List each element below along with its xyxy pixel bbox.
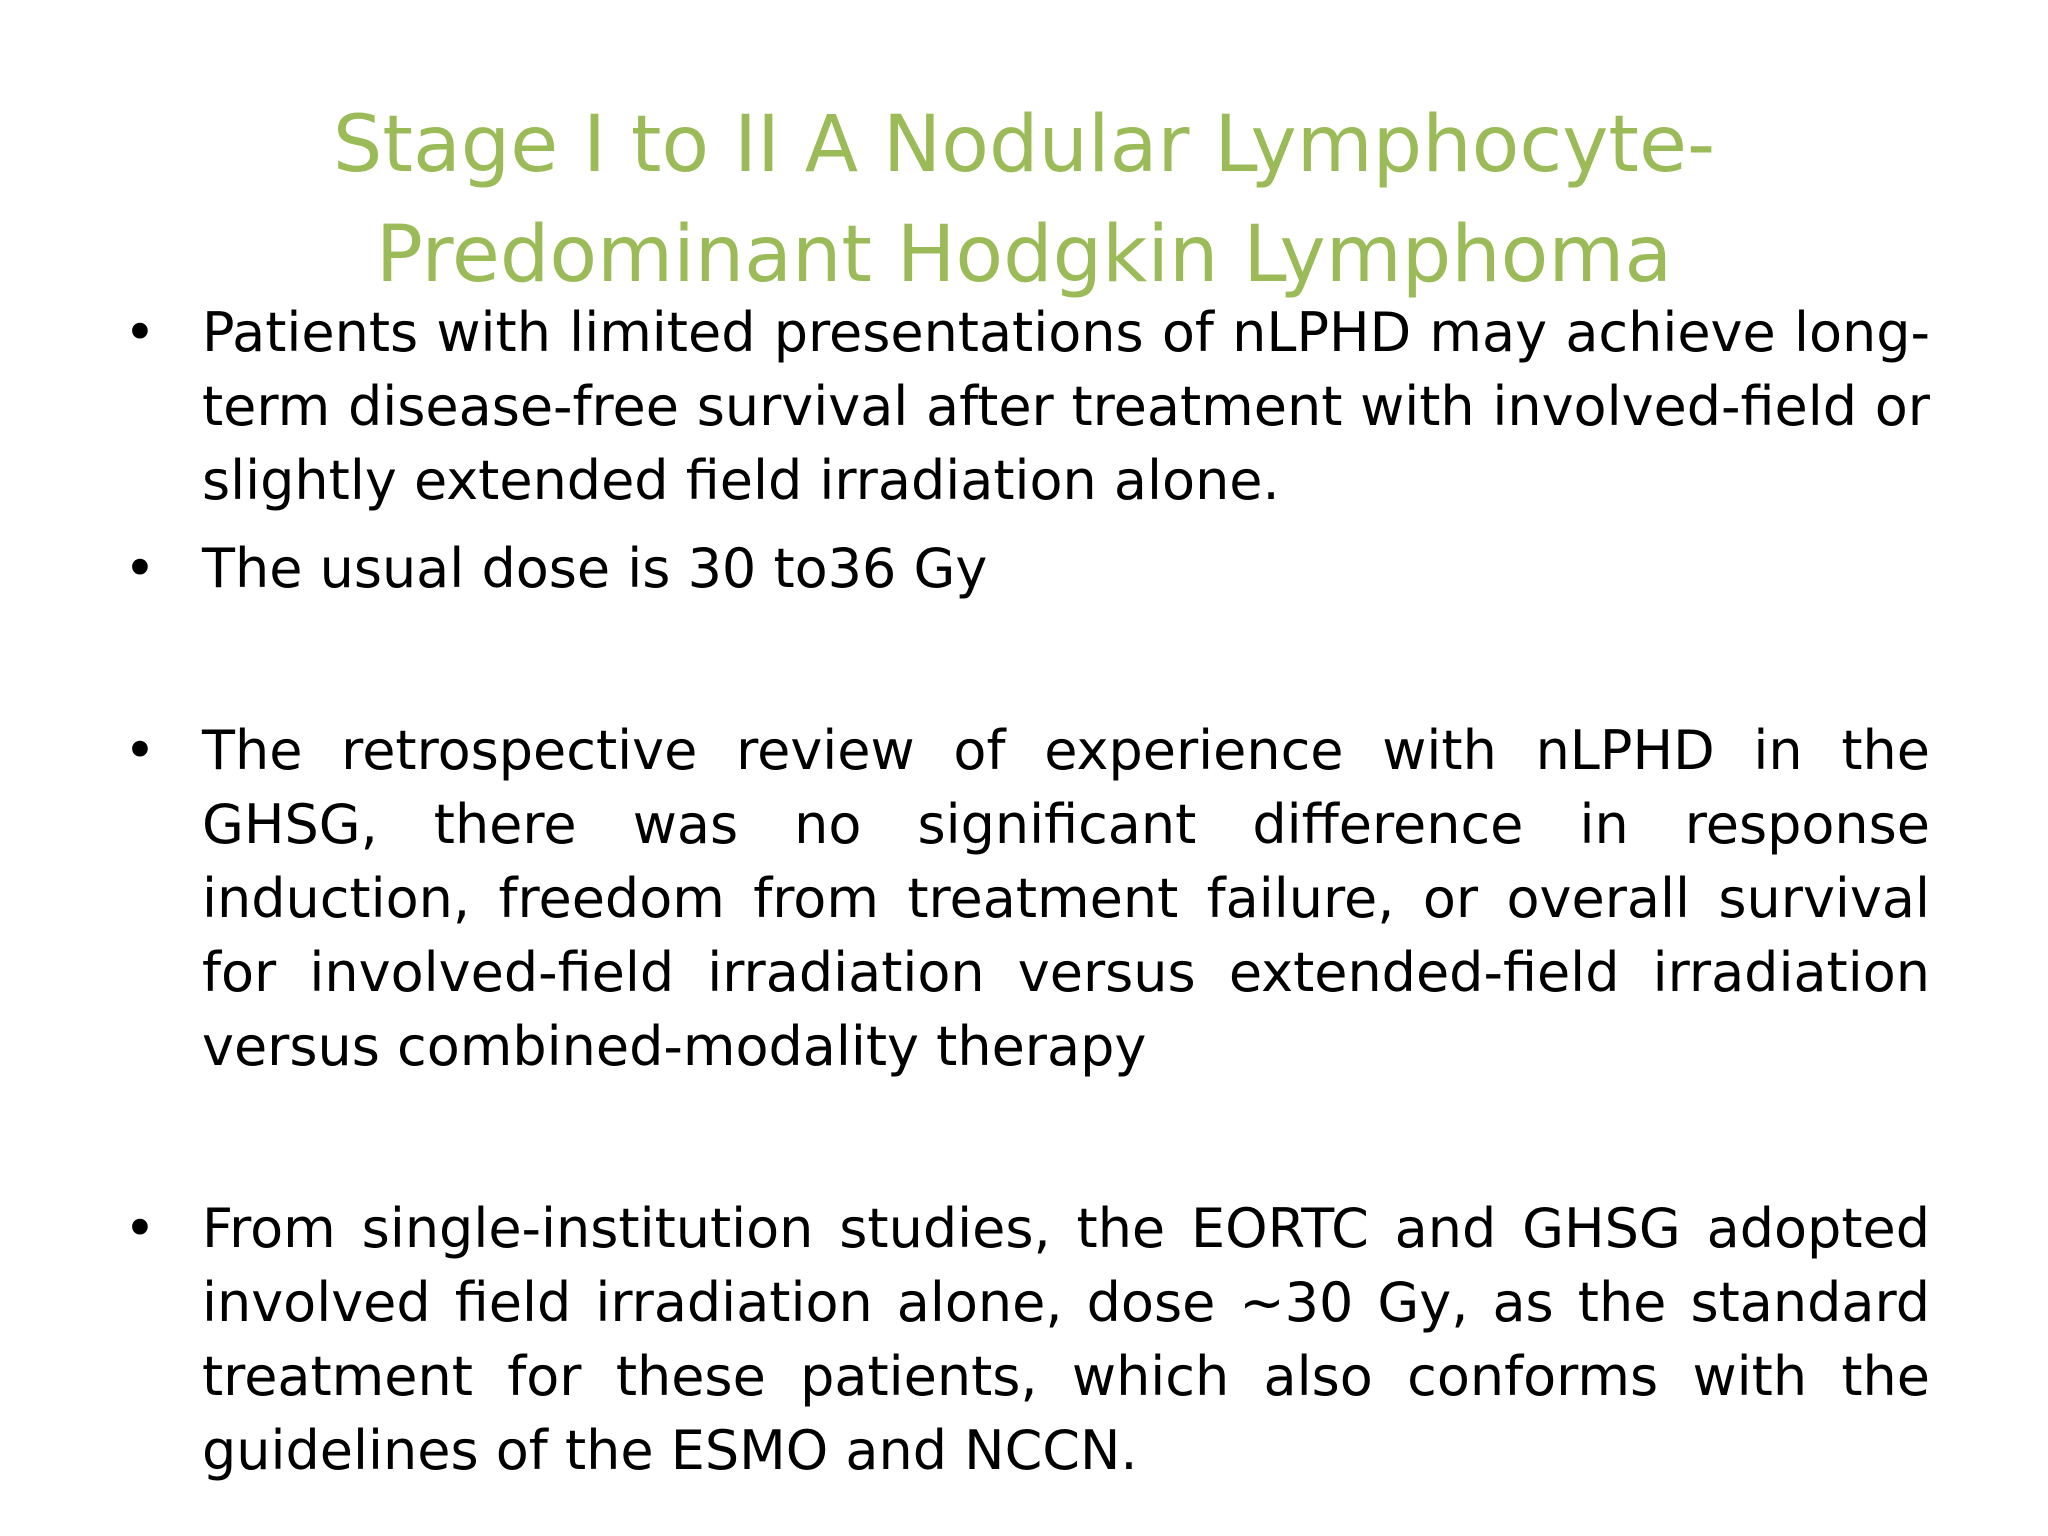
bullet-item	[118, 714, 1930, 1084]
bullet-item	[118, 1192, 1930, 1488]
bullet-text: From single-institution studies, the EORTC and GHSG adopted involved field irradiation alone, dose ∼30 Gy, as the standard treatment for these patients, which also conforms with the guidelines of the ESMO and NCCN.	[202, 1197, 1930, 1482]
bullet-marker: •	[124, 537, 156, 600]
slide-title: Stage I to II A Nodular Lymphocyte-Predominant Hodgkin Lymphoma	[332, 100, 1716, 300]
bullet-marker: •	[124, 1197, 156, 1260]
bullet-item	[118, 296, 1930, 518]
bullet-list	[118, 296, 1930, 1488]
bullet-marker: •	[124, 719, 156, 782]
bullet-text: The retrospective review of experience with nLPHD in the GHSG, there was no significant difference in response induction, freedom from treatment failure, or overall survival for involved-field irradiation versus extended-field irradiation versus combined-modality therapy	[202, 719, 1930, 1078]
bullet-marker: •	[124, 301, 156, 364]
bullet-text: Patients with limited presentations of nLPHD may achieve long-term disease-free survival after treatment with involved-field or slightly extended field irradiation alone.	[202, 301, 1930, 512]
bullet-item	[118, 532, 1930, 606]
bullet-text: The usual dose is 30 to36 Gy	[202, 537, 988, 600]
